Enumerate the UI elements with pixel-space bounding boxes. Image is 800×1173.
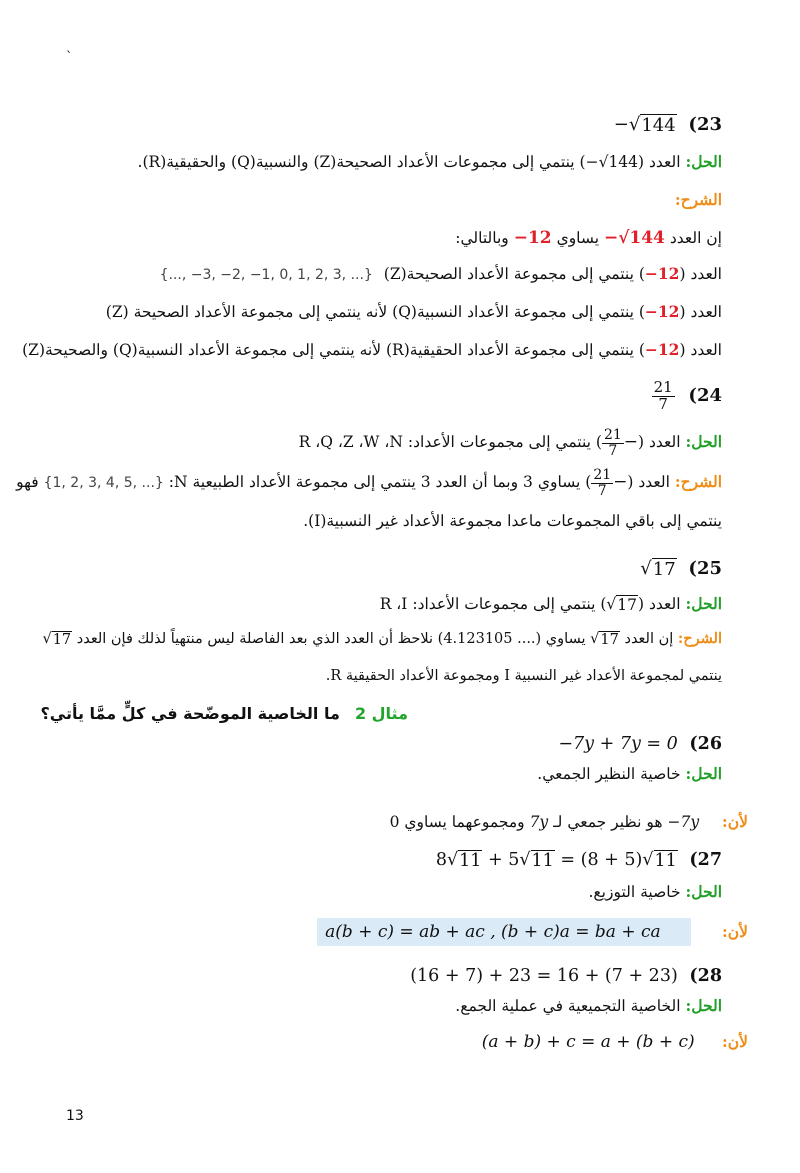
- q23-explanation-label: [675, 190, 722, 209]
- solution-label: الحل:: [685, 996, 722, 1015]
- question-number: (28: [689, 966, 722, 986]
- q23-rational-line: العدد (−12) ينتمي إلى مجموعة الأعداد النسبية(Q) لأنه ينتمي إلى مجموعة الأعداد الصحيحة (Z): [105, 302, 722, 321]
- example-heading: [40, 704, 408, 723]
- question-26: [558, 734, 722, 754]
- q24-explanation: الشرح: العدد (− $\frac{21}{7}$ ) يساوي 3 وبما أن العدد 3 ينتمي إلى مجموعة الأعداد الطبيعية N: {1, 2, 3, 4, 5, ...} فهو: [16, 467, 722, 499]
- question-25: [640, 558, 722, 580]
- q28-because: [482, 1032, 748, 1052]
- q23-solution: الحل: العدد (−√144) ينتمي إلى مجموعات الأعداد الصحيحة(Z) والنسبية(Q) والحقيقية(R).: [137, 152, 722, 171]
- question-number: (24: [688, 385, 722, 407]
- question-number: (25: [688, 558, 722, 579]
- q23-integer-line: العدد (−12) ينتمي إلى مجموعة الأعداد الصحيحة(Z) {..., −3, −2, −1, 0, 1, 2, 3, ...}: [159, 264, 722, 283]
- because-label: لأن:: [722, 1032, 748, 1051]
- natural-set: {1, 2, 3, 4, 5, ...}: [43, 475, 164, 492]
- q28-solution: الحل: الخاصية التجميعية في عملية الجمع.: [455, 996, 722, 1015]
- explanation-label: الشرح:: [674, 190, 722, 209]
- q25-explanation: الشرح: إن العدد √ 17 يساوي (.... 4.123105) نلاحظ أن العدد الذي بعد الفاصلة ليس منتهياً لذلك فإن العدد √ 17: [42, 630, 722, 648]
- q27-expression: 8 √ 11 + 5 √ 11 = (8 + 5) √ 11: [435, 850, 677, 871]
- question-number: (26: [689, 734, 722, 754]
- q26-because: لأن: −7y هو نظير جمعي لـ 7y ومجموعهما يساوي 0: [389, 812, 748, 831]
- question-24: [652, 380, 722, 413]
- q27-solution: الحل: خاصية التوزيع.: [588, 882, 722, 901]
- question-27: [436, 850, 722, 871]
- q26-solution: الحل: خاصية النظير الجمعي.: [537, 764, 722, 783]
- solution-label: الحل:: [685, 882, 722, 901]
- q23-real-line: العدد (−12) ينتمي إلى مجموعة الأعداد الحقيقية(R) لأنه ينتمي إلى مجموعة الأعداد النسبية(Q) والصحيحة(Z): [22, 340, 722, 359]
- example-label: مثال 2: [354, 704, 408, 723]
- solution-label: الحل:: [685, 152, 722, 171]
- solution-label: الحل:: [685, 432, 722, 452]
- q28-expression: (16 + 7) + 23 = 16 + (7 + 23): [410, 966, 678, 986]
- solution-label: الحل:: [685, 764, 722, 783]
- associative-formula: (a + b) + c = a + (b + c): [481, 1032, 695, 1052]
- question-number: (23: [688, 114, 722, 135]
- question-28: [410, 966, 722, 986]
- q23-expression: − √ 144: [613, 114, 676, 136]
- because-label: لأن:: [722, 812, 748, 831]
- q24-fraction: $\frac{21}{7}$: [653, 378, 673, 413]
- q25-expression: √ 17: [640, 558, 676, 580]
- q24-solution: الحل: العدد (− $\frac{21}{7}$ ) ينتمي إلى مجموعات الأعداد: R ،Q ،Z ،W ،N: [298, 427, 722, 459]
- explanation-label: الشرح:: [677, 630, 722, 647]
- distributive-formula: a(b + c) = ab + ac , (b + c)a = ba + ca: [317, 918, 690, 946]
- solution-label: الحل:: [685, 594, 722, 613]
- q26-expression: −7y + 7y = 0: [558, 734, 678, 754]
- example-question: ما الخاصية الموضّحة في كلٍّ ممَّا يأتي؟: [40, 704, 340, 723]
- integer-set: {..., −3, −2, −1, 0, 1, 2, 3, ...}: [159, 267, 373, 283]
- question-23: [614, 114, 722, 136]
- page-tick-mark: `: [66, 50, 73, 65]
- q27-because: [317, 918, 748, 946]
- explanation-label: الشرح:: [674, 472, 722, 492]
- q24-explanation-line2: ينتمي إلى باقي المجموعات ماعدا مجموعة الأعداد غير النسبية(I).: [303, 512, 722, 530]
- question-number: (27: [689, 850, 722, 870]
- page-number: 13: [66, 1108, 84, 1124]
- q25-solution: الحل: العدد ( √ 17 ) ينتمي إلى مجموعات الأعداد: R ،I: [379, 594, 722, 614]
- q23-explanation-line: إن العدد −√144 يساوي −12 وبالتالي:: [455, 228, 722, 248]
- q25-explanation-line2: ينتمي لمجموعة الأعداد غير النسبية I ومجموعة الأعداد الحقيقية R.: [325, 668, 722, 684]
- because-label: لأن:: [722, 922, 748, 941]
